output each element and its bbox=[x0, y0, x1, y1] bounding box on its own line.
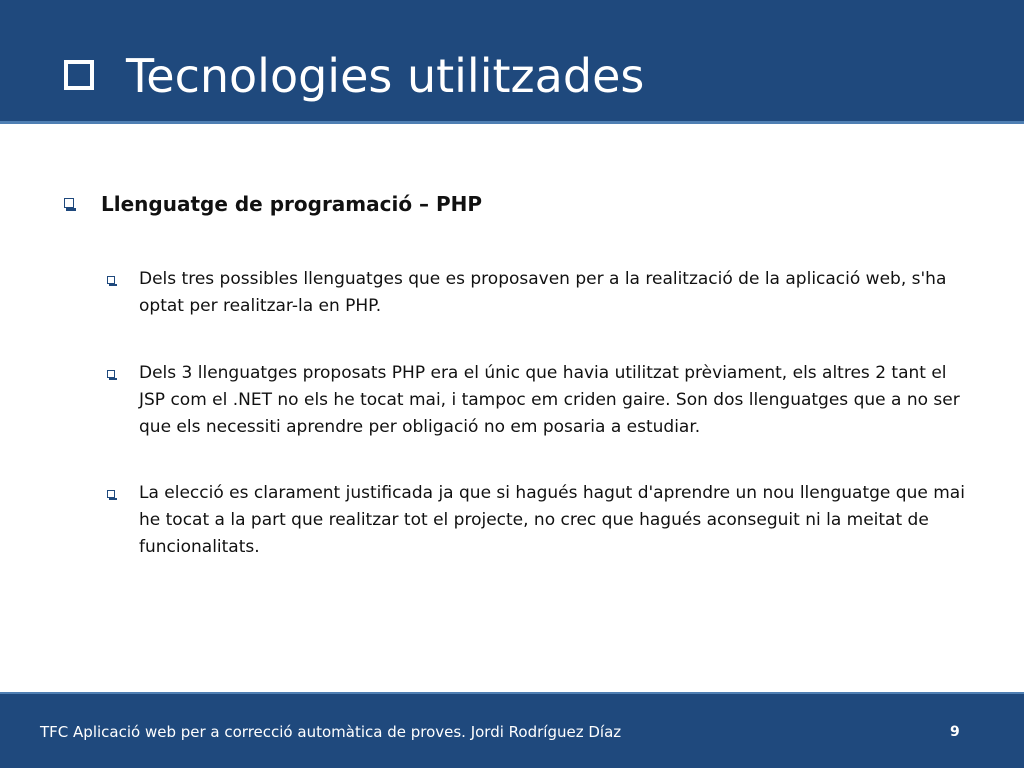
list-bullet-icon bbox=[107, 370, 115, 378]
list-bullet-icon bbox=[107, 490, 115, 498]
heading-square-bullet-icon bbox=[64, 198, 74, 208]
list-item: La elecció es clarament justificada ja que si hagués hagut d'aprendre un nou llenguatge que mai he tocat a la part que realitzar tot el projecte, no crec que hagués aconseguit ni la meitat de funcionalitats. bbox=[139, 483, 965, 557]
list-bullet-icon bbox=[107, 276, 115, 284]
title-square-bullet-icon bbox=[64, 60, 94, 90]
page-number: 9 bbox=[950, 724, 960, 740]
list-item: Dels tres possibles llenguatges que es proposaven per a la realització de la aplicació web, s'ha optat per realitzar-la en PHP. bbox=[139, 269, 947, 316]
list-item: Dels 3 llenguatges proposats PHP era el únic que havia utilitzat prèviament, els altres 2 tant el JSP com el .NET no els he tocat mai, i tampoc em criden gaire. Son dos llenguatges que a no ser que els necessiti aprendre per obligació no em posaria a estudiar. bbox=[139, 363, 960, 437]
section-heading: Llenguatge de programació – PHP bbox=[101, 192, 483, 216]
slide-title: Tecnologies utilitzades bbox=[126, 49, 645, 103]
footer-text: TFC Aplicació web per a correcció automàtica de proves. Jordi Rodríguez Díaz bbox=[40, 723, 622, 741]
